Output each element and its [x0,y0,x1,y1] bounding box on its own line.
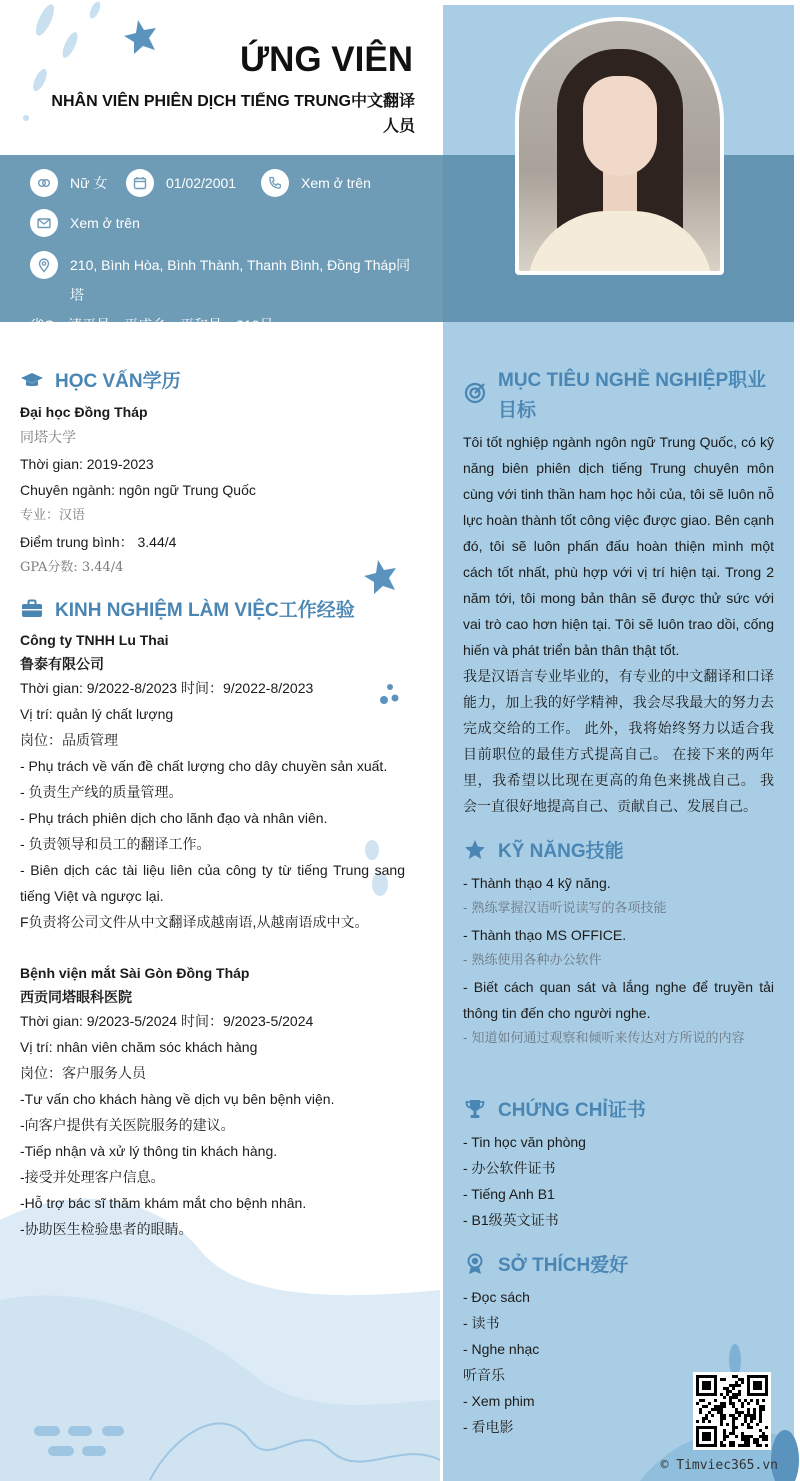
location-pin-icon [30,251,58,279]
qr-code[interactable] [693,1372,771,1450]
medal-icon [463,1252,487,1276]
objective-heading-text [498,366,766,426]
phone-text: Xem ở trên [301,175,371,191]
job-position-cn: 岗位：品质管理 [20,732,118,748]
education-major: Chuyên ngành: ngôn ngữ Trung Quốc [20,482,256,498]
experience-heading [20,595,355,622]
job-duty: -接受并处理客户信息。 [20,1169,165,1185]
skills-heading-text: KỸ NĂNG技能 [498,841,624,862]
job-duty: - Phụ trách về vấn đề chất lượng cho dây chuyền sản xuất. [20,758,388,774]
job-2 [20,960,405,1242]
birthday-text: 01/02/2001 [166,175,237,191]
job-position-cn: 岗位：客户服务人员 [20,1065,146,1081]
mail-icon [30,209,58,237]
phone-icon [261,169,289,197]
briefcase-icon [20,597,44,621]
job-title [40,89,415,139]
certificate-item: - B1级英文证书 [463,1212,559,1228]
hobby-item: 听音乐 [463,1367,505,1383]
certificates-block [463,1129,774,1233]
job-duty: - 负责领导和员工的翻译工作。 [20,836,211,852]
job-duty: -向客户提供有关医院服务的建议。 [20,1117,235,1133]
school-name-cn: 同塔大学 [20,430,76,446]
trophy-icon [463,1097,487,1121]
gender-text: Nữ 女 [70,175,108,191]
job-duty: F负责将公司文件从中文翻译成越南语,从越南语成中文。 [20,914,369,930]
education-gpa: Điểm trung bình： 3.44/4 [20,534,177,550]
hobby-item: - 看电影 [463,1419,514,1435]
address-text [30,250,420,340]
education-major-cn: 专业：汉语 [20,508,86,523]
avatar [519,21,720,271]
job-company: Bệnh viện mắt Sài Gòn Đồng Tháp [20,965,250,981]
graduation-cap-icon [20,368,44,392]
job-duty: - Biên dịch các tài liệu liên của công ty từ tiếng Trung sang tiếng Việt và ngược lại. [20,862,405,904]
skills-block [463,870,774,1052]
skill-item: - 知道如何通过观察和倾听来传达对方所说的内容 [463,1031,745,1046]
education-time: Thời gian: 2019-2023 [20,456,154,472]
candidate-title: ỨNG VIÊN [240,40,413,79]
job-time: Thời gian: 9/2023-5/2024 时间：9/2023-5/2024 [20,1013,314,1029]
education-heading-text: HỌC VẤN学历 [55,371,181,392]
address-line-2: 省C、清平县、平成乡、平和邑、210号 [30,317,274,333]
job-company: Công ty TNHH Lu Thai [20,632,169,648]
hobbies-heading-text: SỞ THÍCH爱好 [498,1255,629,1276]
objective-text-vi: Tôi tốt nghiệp ngành ngôn ngữ Trung Quốc, có kỹ năng biên phiên dịch tiếng Trung chuyên môn cùng với tinh thần ham học hỏi của, tôi sẽ luôn nỗ lực hoàn thành tốt công việc được giao. Bên cạnh đó, tôi sẽ luôn phấn đấu hoàn thiện mình một cách tốt nhất, phù hợp với vị trí hiện tại. Trong 2 năm tới, tôi mong bản thân sẽ được thử sức với vai trò cao hơn hiện tại. Tôi sẽ luôn trao dồi, cống hiến và phát triển bản thân thật tốt. [463,434,774,658]
watermark: © Timviec365.vn [660,1458,778,1473]
hobby-item: - Nghe nhạc [463,1341,540,1357]
contact-birthday [126,169,236,197]
hobby-item: - Xem phim [463,1393,535,1409]
certificate-item: - Tiếng Anh B1 [463,1186,555,1202]
job-title-line-2: 人员 [382,118,415,135]
skill-item: - Thành thạo 4 kỹ năng. [463,875,611,891]
calendar-icon [126,169,154,197]
job-company-cn: 鲁泰有限公司 [20,656,104,672]
job-duty: -Hỗ trợ bác sĩ thăm khám mắt cho bệnh nhân. [20,1195,307,1211]
objective-heading [463,366,766,426]
certificate-item: - Tin học văn phòng [463,1134,586,1150]
experience-heading-text: KINH NGHIỆM LÀM VIỆC工作经验 [55,600,355,621]
job-time: Thời gian: 9/2022-8/2023 时间：9/2022-8/2023 [20,680,314,696]
job-duty: -Tư vấn cho khách hàng về dịch vụ bên bệnh viện. [20,1091,335,1107]
objective-text-cn: 我是汉语言专业毕业的，有专业的中文翻译和口译能力，加上我的好学精神，我会尽我最大的努力去完成交给的工作。 此外，我将始终努力以适合我目前职位的最佳方式提高自己。 在接下来的两年里，我希望以比现在更高的角色来挑战自己。 我会一直很好地提高自己、贡献自己、发展自己。 [463,668,774,814]
target-icon [463,381,487,405]
job-duty: - Phụ trách phiên dịch cho lãnh đạo và nhân viên. [20,810,328,826]
job-duty: -Tiếp nhận và xử lý thông tin khách hàng. [20,1143,278,1159]
job-duty: - 负责生产线的质量管理。 [20,784,183,800]
gender-icon [30,169,58,197]
education-heading [20,366,181,393]
hobby-item: - 读书 [463,1315,500,1331]
address-line-1: 210, Bình Hòa, Bình Thành, Thanh Bình, Đồng Tháp同塔 [70,257,411,303]
job-position: Vị trí: quản lý chất lượng [20,706,174,722]
contact-phone [261,169,371,197]
skill-item: - 熟练使用各种办公软件 [463,953,602,968]
star-icon [463,838,487,862]
email-text: Xem ở trên [70,215,140,231]
hobbies-heading [463,1250,628,1277]
objective-heading-line-1: MỤC TIÊU NGHỀ NGHIỆP职业 [498,370,767,391]
hobby-item: - Đọc sách [463,1289,530,1305]
skill-item: - 熟练掌握汉语听说读写的各项技能 [463,901,667,916]
job-position: Vị trí: nhân viên chăm sóc khách hàng [20,1039,258,1055]
qr-code-image [696,1375,768,1447]
skill-item: - Biết cách quan sát và lắng nghe để truyền tải thông tin đến cho người nghe. [463,979,774,1021]
education-block [20,399,420,581]
job-duty: -协助医生检验患者的眼睛。 [20,1221,193,1237]
objective-block [463,429,774,819]
skills-heading [463,836,624,863]
objective-heading-line-2: 目标 [498,400,537,421]
skill-item: - Thành thạo MS OFFICE. [463,927,627,943]
job-1 [20,627,405,935]
contact-gender [30,169,107,197]
contact-address [30,250,430,340]
job-title-line-1: NHÂN VIÊN PHIÊN DỊCH TIẾNG TRUNG中文翻译 [51,93,415,110]
contact-email [30,209,140,237]
job-company-cn: 西贡同塔眼科医院 [20,989,132,1005]
education-gpa-cn: GPA分数: 3.44/4 [20,560,124,575]
certificates-heading-text: CHỨNG CHỈ证书 [498,1100,646,1121]
certificate-item: - 办公软件证书 [463,1160,556,1176]
certificates-heading [463,1095,646,1122]
school-name: Đại học Đồng Tháp [20,404,148,420]
